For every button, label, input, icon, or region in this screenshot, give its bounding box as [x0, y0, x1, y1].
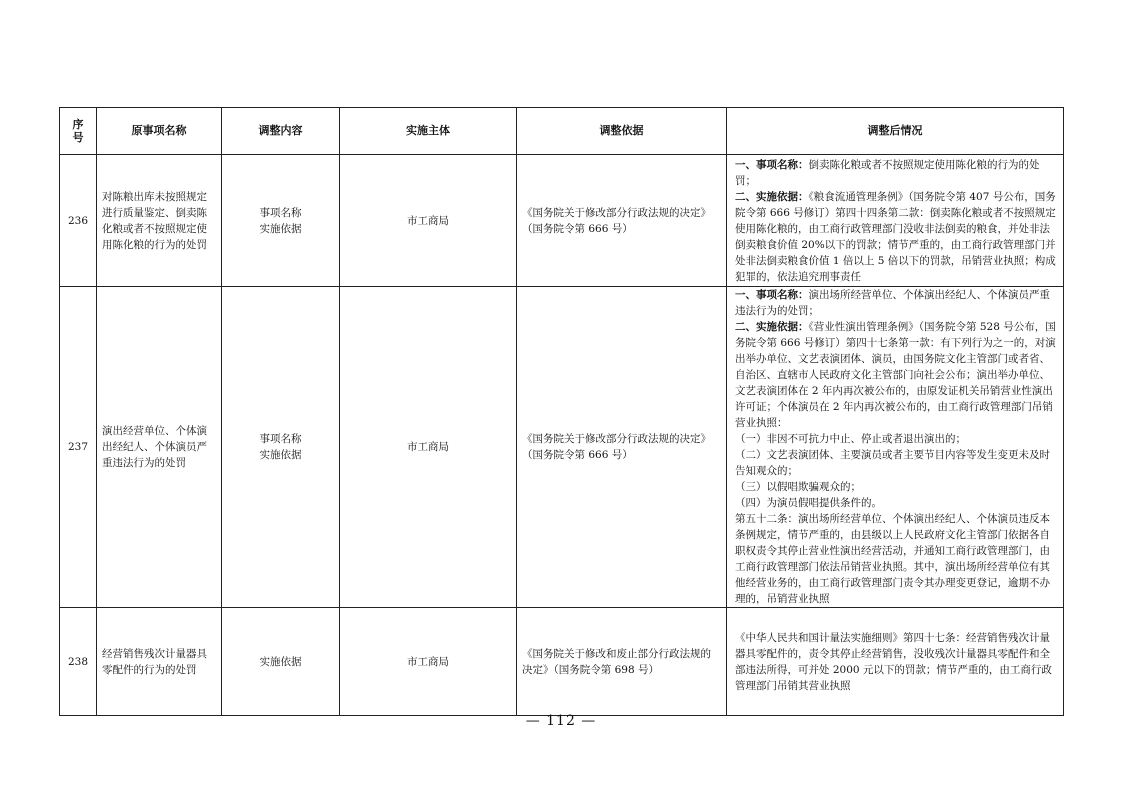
adjustment-table [59, 107, 1064, 716]
row-after-status [727, 608, 1064, 716]
row-after-status [727, 155, 1064, 287]
detail-text: （一）非因不可抗力中止、停止或者退出演出的； [735, 433, 966, 445]
page-number: — 112 — [525, 713, 597, 729]
detail-label: 一、事项名称： [735, 158, 809, 171]
detail-paragraph [735, 189, 1057, 285]
detail-text: 《粮食流通管理条例》（国务院令第 407 号公布，国务院令第 666 号修订）第四十四条第二款：倒卖陈化粮或者不按照规定使用陈化粮的，由工商行政管理部门没收非法倒卖的粮食，并处非法倒卖粮食价值 20%以下的罚款；情节严重的，由工商行政管理部门并处非法倒卖粮食价值 1 倍以上 5 倍以下的罚款，吊销营业执照；构成犯罪的，依法追究刑事责任 [735, 190, 1056, 283]
row-adjust-content: 实施依据 [222, 608, 340, 716]
header-row [60, 108, 1064, 155]
detail-label: 一、事项名称： [735, 289, 809, 301]
detail-text: 《中华人民共和国计量法实施细则》第四十七条：经营销售残次计量器具零配件的，责令其停止经营销售，没收残次计量器具零配件和全部违法所得，可并处 2000 元以下的罚款；情节严重的，由工商行政管理部门吊销其营业执照 [735, 631, 1052, 692]
detail-paragraph [735, 319, 1057, 431]
row-original-name: 经营销售残次计量器具零配件的行为的处罚 [97, 608, 222, 716]
header-seq: 序号 [60, 108, 97, 155]
row-basis: 《国务院关于修改部分行政法规的决定》（国务院令第 666 号） [517, 155, 727, 287]
table-row [60, 155, 1064, 287]
header-after: 调整后情况 [727, 108, 1064, 155]
row-seq: 237 [60, 287, 97, 608]
detail-text: 《营业性演出管理条例》（国务院令第 528 号公布，国务院令第 666 号修订）第四十七条第一款：有下列行为之一的，对演出举办单位、文艺表演团体、演员，由国务院文化主管部门或者省、自治区、直辖市人民政府文化主管部门向社会公布；演出举办单位、文艺表演团体在 2 年内再次被公布的，由原发证机关吊销营业性演出许可证；个体演员在 2 年内再次被公布的，由工商行政管理部门吊销营业执照： [735, 321, 1056, 429]
row-basis: 《国务院关于修改部分行政法规的决定》（国务院令第 666 号） [517, 287, 727, 608]
detail-paragraph [735, 630, 1057, 694]
row-seq: 238 [60, 608, 97, 716]
detail-paragraph [735, 157, 1057, 189]
detail-text: 倒卖陈化粮或者不按照规定使用陈化粮的行为的处罚； [735, 158, 1040, 187]
row-seq: 236 [60, 155, 97, 287]
detail-text: 第五十二条：演出场所经营单位、个体演出经纪人、个体演员违反本条例规定，情节严重的，由县级以上人民政府文化主管部门依据各自职权责令其停止营业性演出经营活动，并通知工商行政管理部门，由工商行政管理部门依法吊销营业执照。其中，演出场所经营单位有其他经营业务的，由工商行政管理部门责令其办理变更登记，逾期不办理的，吊销营业执照 [735, 513, 1050, 605]
row-original-name: 演出经营单位、个体演出经纪人、个体演员严重违法行为的处罚 [97, 287, 222, 608]
detail-paragraph [735, 479, 1057, 495]
detail-paragraph [735, 447, 1057, 479]
header-content: 调整内容 [222, 108, 340, 155]
table-row [60, 608, 1064, 716]
detail-text: （二）文艺表演团体、主要演员或者主要节目内容等发生变更未及时告知观众的； [735, 449, 1050, 477]
row-adjust-content: 事项名称 实施依据 [222, 155, 340, 287]
detail-text: （三）以假唱欺骗观众的； [735, 481, 861, 493]
row-basis: 《国务院关于修改和废止部分行政法规的决定》（国务院令第 698 号） [517, 608, 727, 716]
header-subject: 实施主体 [340, 108, 517, 155]
row-subject: 市工商局 [340, 608, 517, 716]
detail-label: 二、实施依据： [735, 190, 809, 203]
header-name: 原事项名称 [97, 108, 222, 155]
row-adjust-content: 事项名称 实施依据 [222, 287, 340, 608]
detail-text: （四）为演员假唱提供条件的。 [735, 497, 882, 509]
table-row [60, 287, 1064, 608]
header-basis: 调整依据 [517, 108, 727, 155]
detail-paragraph [735, 287, 1057, 319]
detail-text: 演出场所经营单位、个体演出经纪人、个体演员严重违法行为的处罚； [735, 289, 1050, 317]
row-subject: 市工商局 [340, 287, 517, 608]
row-subject: 市工商局 [340, 155, 517, 287]
detail-label: 二、实施依据： [735, 321, 809, 333]
detail-paragraph [735, 431, 1057, 447]
row-original-name: 对陈粮出库未按照规定进行质量鉴定、倒卖陈化粮或者不按照规定使用陈化粮的行为的处罚 [97, 155, 222, 287]
row-after-status [727, 287, 1064, 608]
detail-paragraph [735, 511, 1057, 607]
detail-paragraph [735, 495, 1057, 511]
